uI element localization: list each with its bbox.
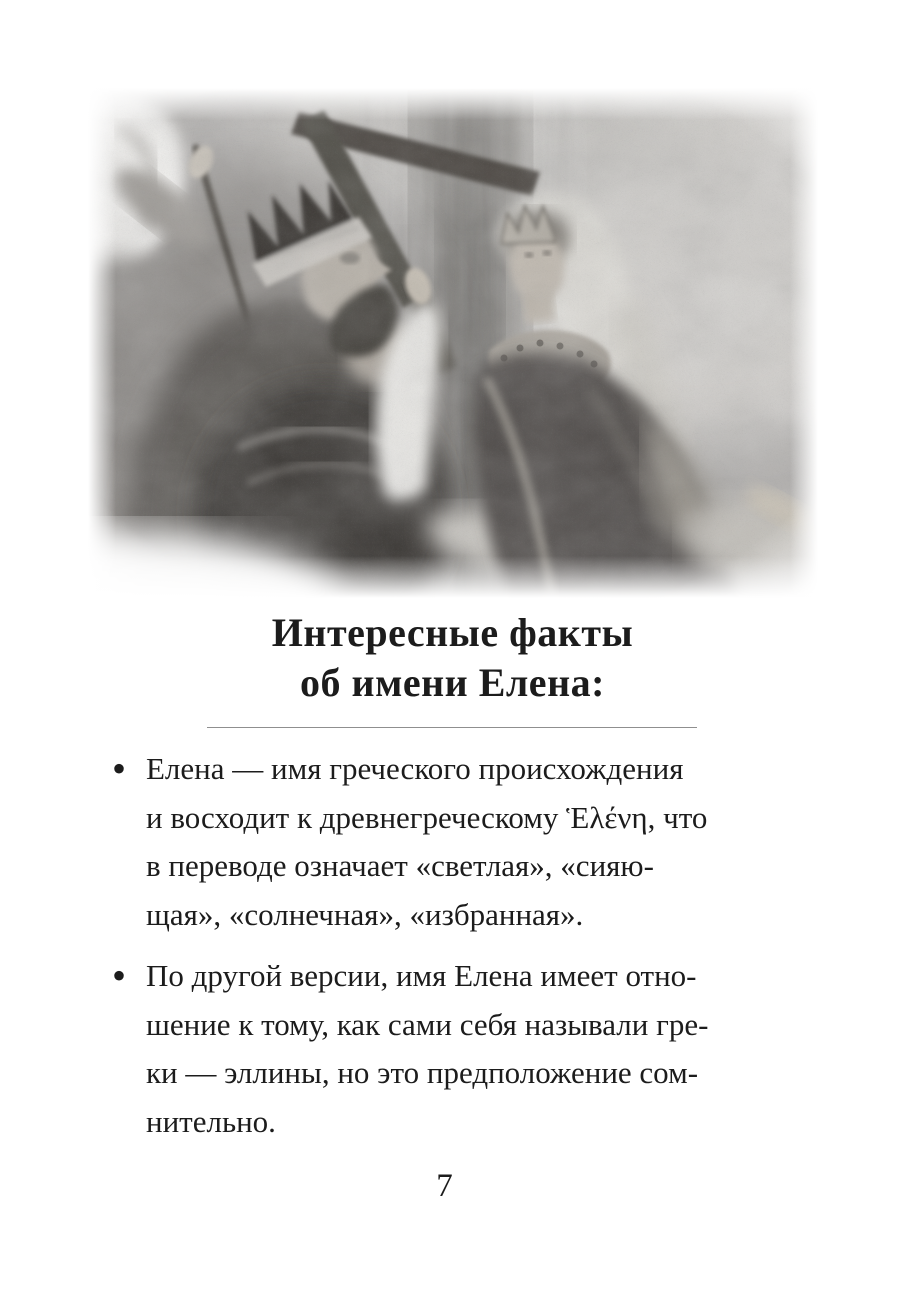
- facts-list: [112, 745, 808, 1146]
- page-title-line: об имени Елена:: [300, 660, 605, 705]
- fact-item: [112, 745, 808, 939]
- fact-line: шение к тому, как сами себя называли гре-: [146, 1006, 709, 1042]
- bullet-icon: •: [112, 746, 127, 791]
- page-title-line: Интересные факты: [271, 610, 634, 655]
- fact-line: и восходит к древнегреческому Ἑλένη, что: [146, 799, 708, 835]
- page-title: [0, 608, 905, 708]
- fact-line: Елена — имя греческого происхождения: [146, 751, 684, 786]
- fact-line: ки — эллины, но это предположение сом-: [146, 1055, 699, 1090]
- fact-line: нительно.: [146, 1103, 276, 1139]
- fact-item: [112, 952, 808, 1146]
- illustration-figure: [88, 88, 818, 598]
- fact-line: щая», «солнечная», «избранная».: [146, 896, 584, 932]
- page-number: 7: [436, 1168, 453, 1204]
- fact-line: По другой версии, имя Елена имеет отно-: [146, 958, 697, 993]
- illustration-image: [88, 88, 818, 598]
- heading-divider: [207, 727, 697, 728]
- fact-line: в переводе означает «светлая», «сияю-: [146, 848, 654, 883]
- bullet-icon: •: [112, 953, 127, 998]
